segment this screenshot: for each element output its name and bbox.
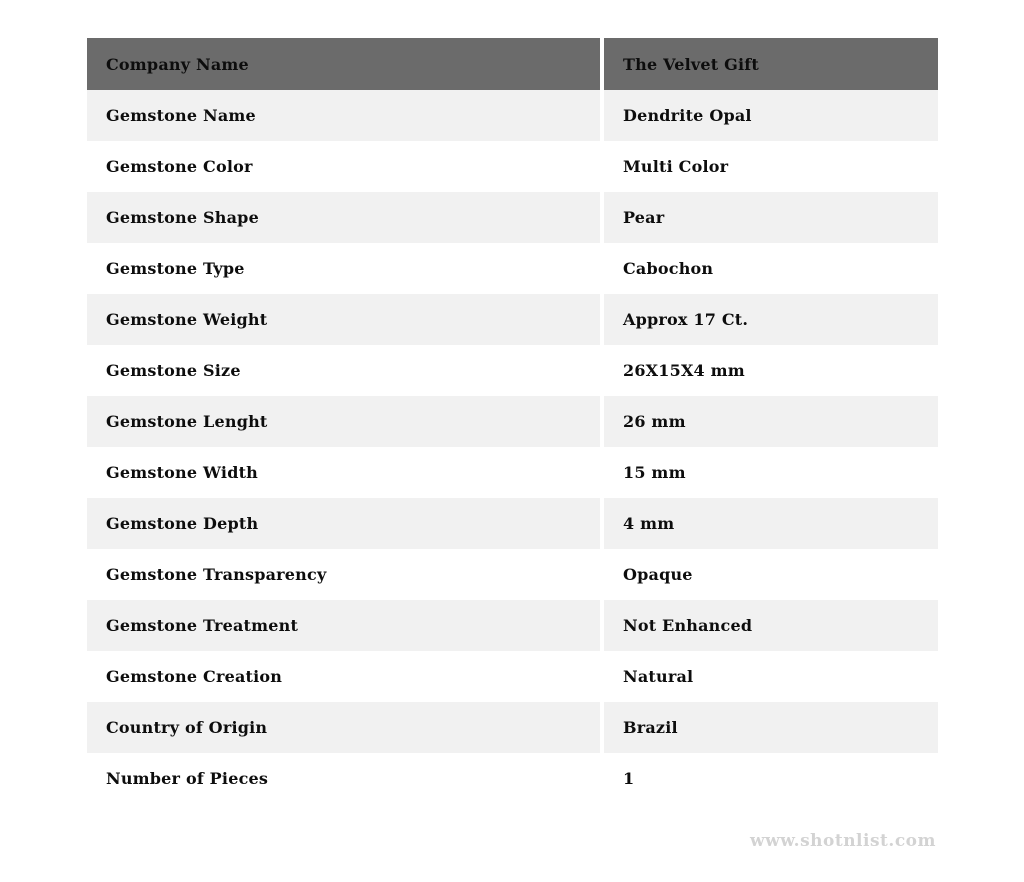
table-row bbox=[87, 600, 938, 651]
row-value: 1 bbox=[604, 753, 938, 804]
table-row bbox=[87, 243, 938, 294]
row-label: Number of Pieces bbox=[87, 753, 600, 804]
row-value: Natural bbox=[604, 651, 938, 702]
table-row bbox=[87, 498, 938, 549]
row-value: Multi Color bbox=[604, 141, 938, 192]
row-label: Gemstone Transparency bbox=[87, 549, 600, 600]
row-label: Gemstone Shape bbox=[87, 192, 600, 243]
row-label: Gemstone Treatment bbox=[87, 600, 600, 651]
row-label: Country of Origin bbox=[87, 702, 600, 753]
watermark-text: www.shotnlist.com bbox=[749, 831, 936, 851]
table-row bbox=[87, 396, 938, 447]
row-label: Gemstone Name bbox=[87, 90, 600, 141]
row-label: Gemstone Color bbox=[87, 141, 600, 192]
row-value: Brazil bbox=[604, 702, 938, 753]
gemstone-spec-table bbox=[87, 38, 938, 804]
row-label: Gemstone Creation bbox=[87, 651, 600, 702]
row-label: Gemstone Size bbox=[87, 345, 600, 396]
row-value: 4 mm bbox=[604, 498, 938, 549]
row-value: Opaque bbox=[604, 549, 938, 600]
row-value: Dendrite Opal bbox=[604, 90, 938, 141]
table-row bbox=[87, 753, 938, 804]
table-row bbox=[87, 447, 938, 498]
table-row bbox=[87, 651, 938, 702]
row-label: Gemstone Weight bbox=[87, 294, 600, 345]
table-row bbox=[87, 345, 938, 396]
table-row bbox=[87, 141, 938, 192]
table-row bbox=[87, 294, 938, 345]
row-value: 26 mm bbox=[604, 396, 938, 447]
row-label: Gemstone Width bbox=[87, 447, 600, 498]
table-row bbox=[87, 549, 938, 600]
header-value-cell: The Velvet Gift bbox=[604, 38, 938, 90]
row-label: Gemstone Lenght bbox=[87, 396, 600, 447]
row-value: Pear bbox=[604, 192, 938, 243]
row-value: Approx 17 Ct. bbox=[604, 294, 938, 345]
header-label-cell: Company Name bbox=[87, 38, 600, 90]
row-label: Gemstone Depth bbox=[87, 498, 600, 549]
row-value: 26X15X4 mm bbox=[604, 345, 938, 396]
table-row bbox=[87, 192, 938, 243]
row-value: Cabochon bbox=[604, 243, 938, 294]
row-value: Not Enhanced bbox=[604, 600, 938, 651]
table-row bbox=[87, 702, 938, 753]
table-row bbox=[87, 90, 938, 141]
row-label: Gemstone Type bbox=[87, 243, 600, 294]
table-header-row bbox=[87, 38, 938, 90]
row-value: 15 mm bbox=[604, 447, 938, 498]
